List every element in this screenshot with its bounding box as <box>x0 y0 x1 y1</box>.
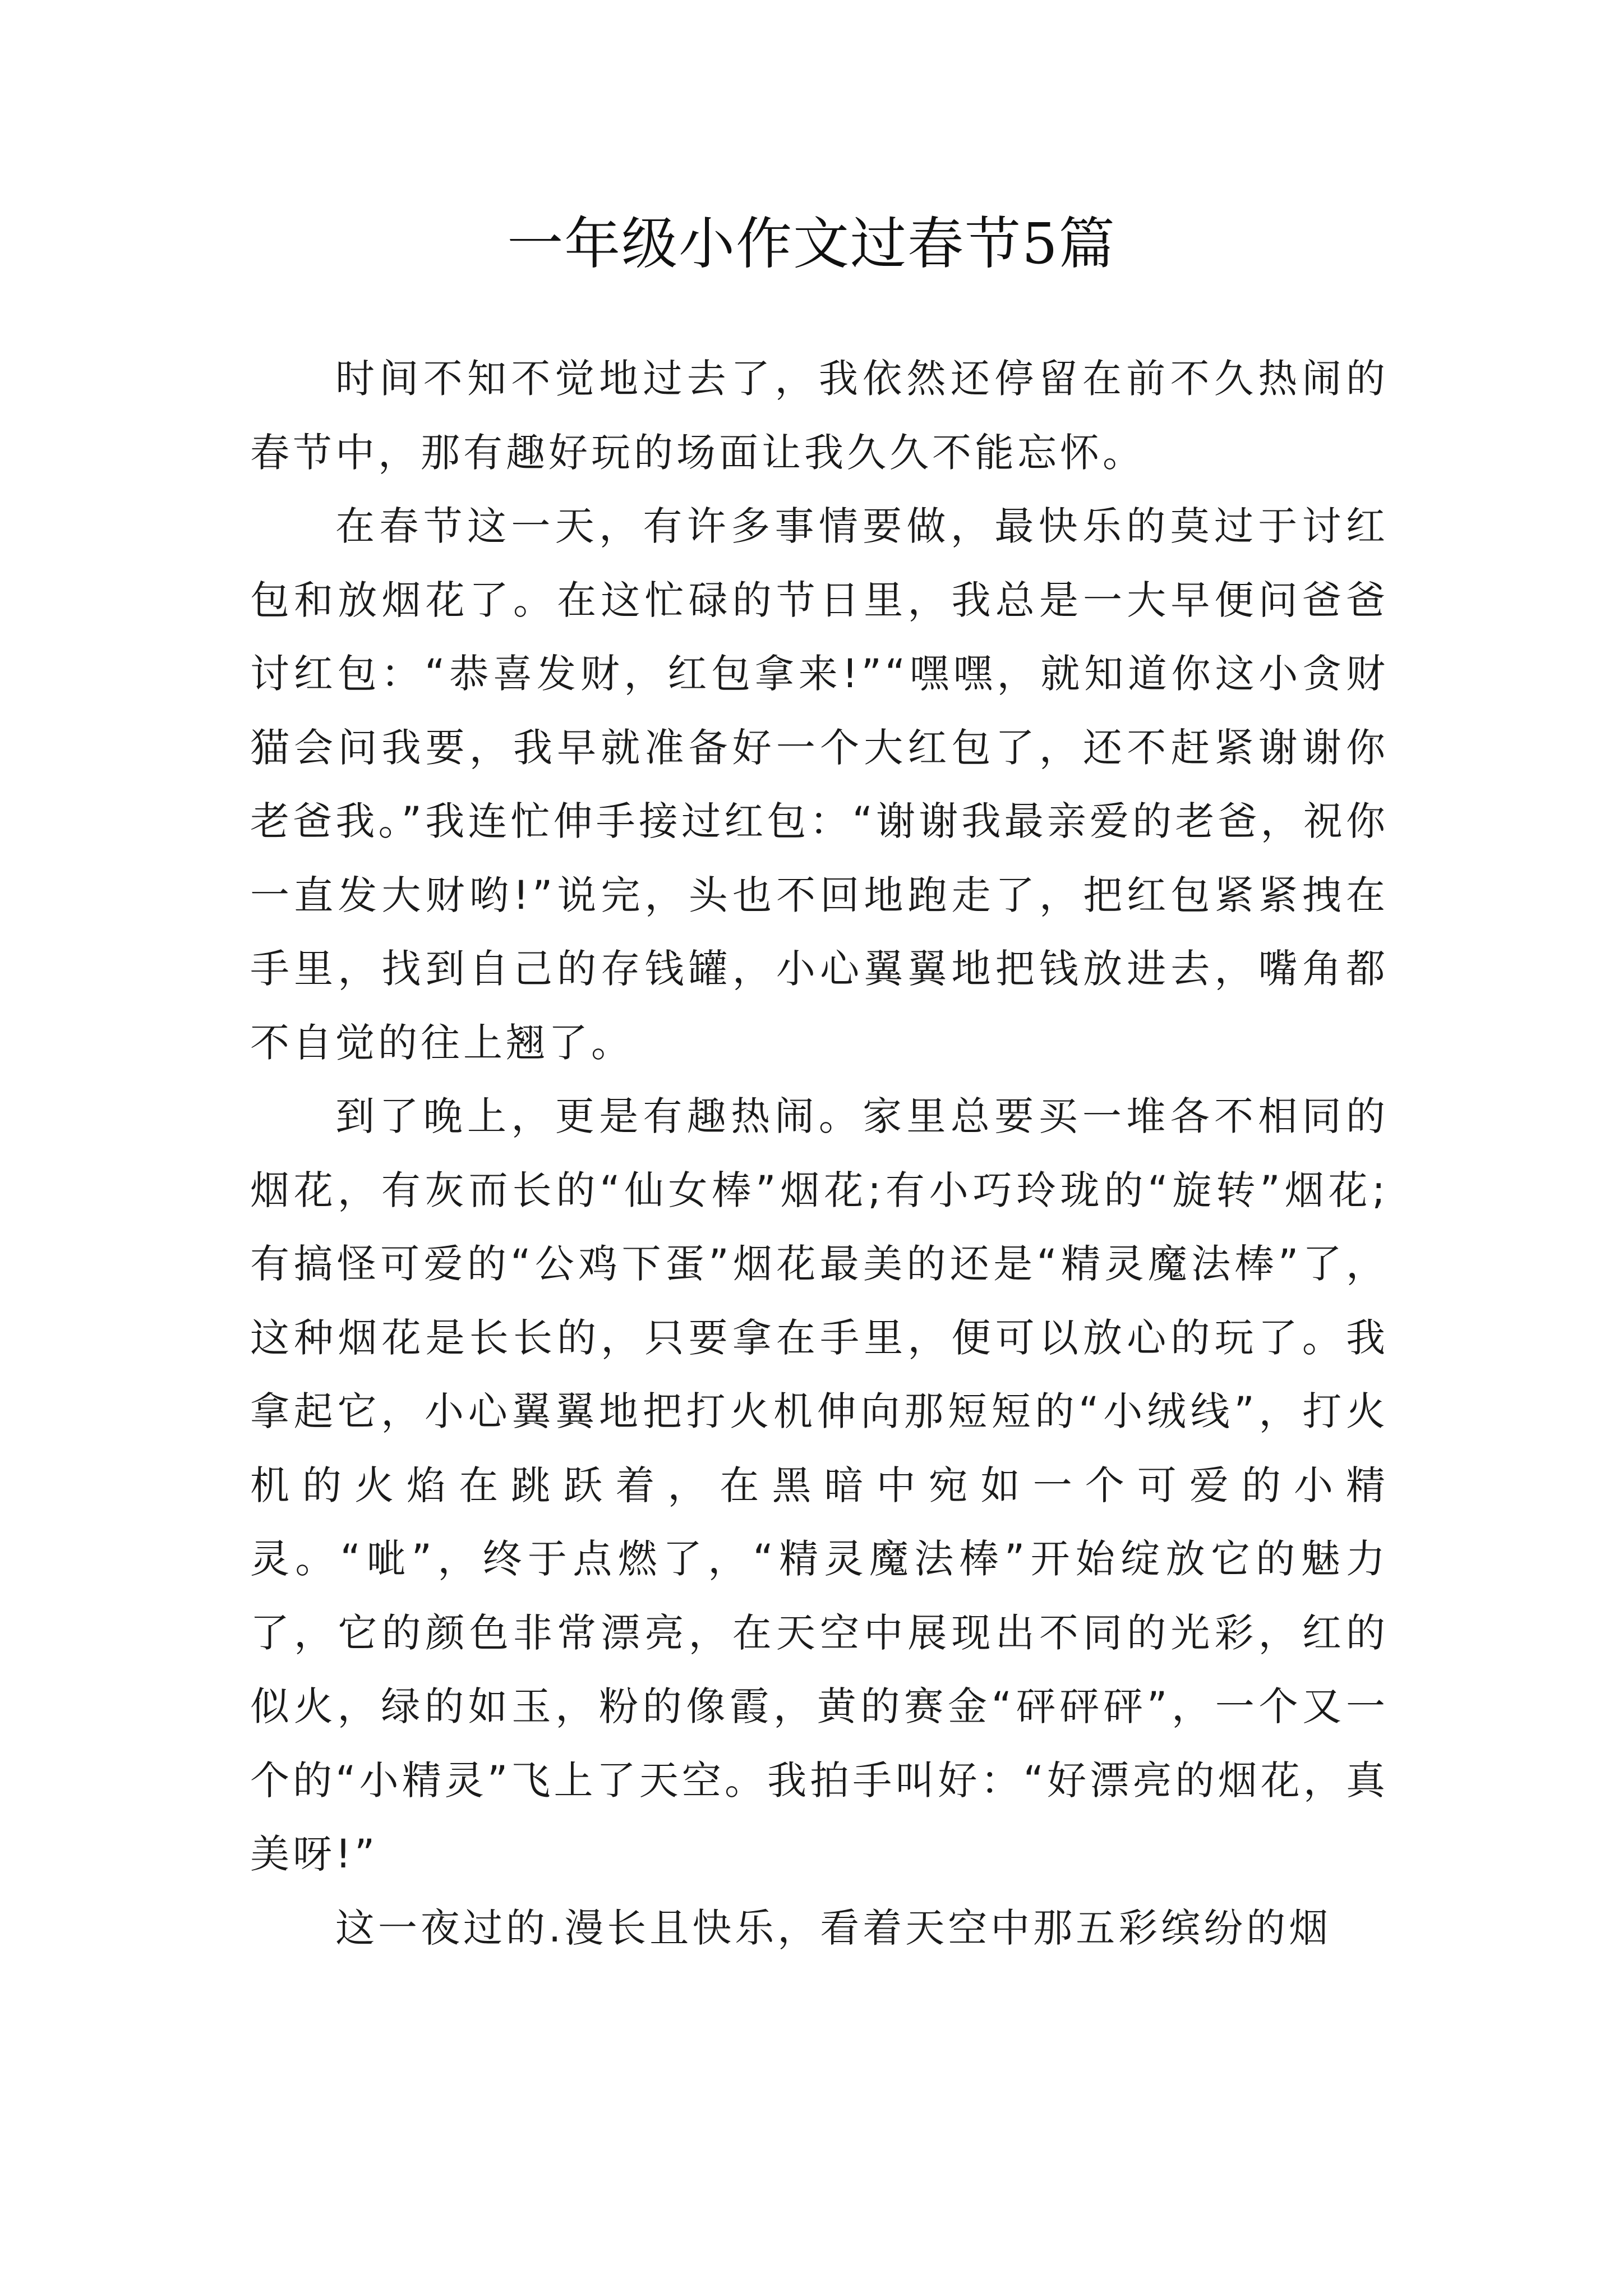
paragraph-1: 时间不知不觉地过去了，我依然还停留在前不久热闹的春节中，那有趣好玩的场面让我久久不能忘怀。 <box>250 356 1389 476</box>
paragraph-4: 这一夜过的.漫长且快乐，看着天空中那五彩缤纷的烟 <box>335 1904 1332 1951</box>
document-body <box>250 342 1389 1965</box>
paragraph-3: 到了晚上，更是有趣热闹。家里总要买一堆各不相同的烟花，有灰而长的“仙女棒”烟花;有小巧玲珑的“旋转”烟花;有搞怪可爱的“公鸡下蛋”烟花最美的还是“精灵魔法棒”了，这种烟花是长长的，只要拿在手里，便可以放心的玩了。我拿起它，小心翼翼地把打火机伸向那短短的“小绒线”，打火机的火焰在跳跃着，在黑暗中宛如一个可爱的小精灵。“呲”，终于点燃了，“精灵魔法棒”开始绽放它的魅力了，它的颜色非常漂亮，在天空中展现出不同的光彩，红的似火，绿的如玉，粉的像霞，黄的赛金“砰砰砰”，一个又一个的“小精灵”飞上了天空。我拍手叫好：“好漂亮的烟花，真美呀!” <box>250 1093 1389 1877</box>
document-title: 一年级小作文过春节5篇 <box>507 211 1116 277</box>
paragraph-2: 在春节这一天，有许多事情要做，最快乐的莫过于讨红包和放烟花了。在这忙碌的节日里，我总是一大早便问爸爸讨红包：“恭喜发财，红包拿来!”“嘿嘿，就知道你这小贪财猫会问我要，我早就准备好一个大红包了，还不赶紧谢谢你老爸我。”我连忙伸手接过红包：“谢谢我最亲爱的老爸，祝你一直发大财哟!”说完，头也不回地跑走了，把红包紧紧拽在手里，找到自己的存钱罐，小心翼翼地把钱放进去，嘴角都不自觉的往上翘了。 <box>250 503 1389 1066</box>
